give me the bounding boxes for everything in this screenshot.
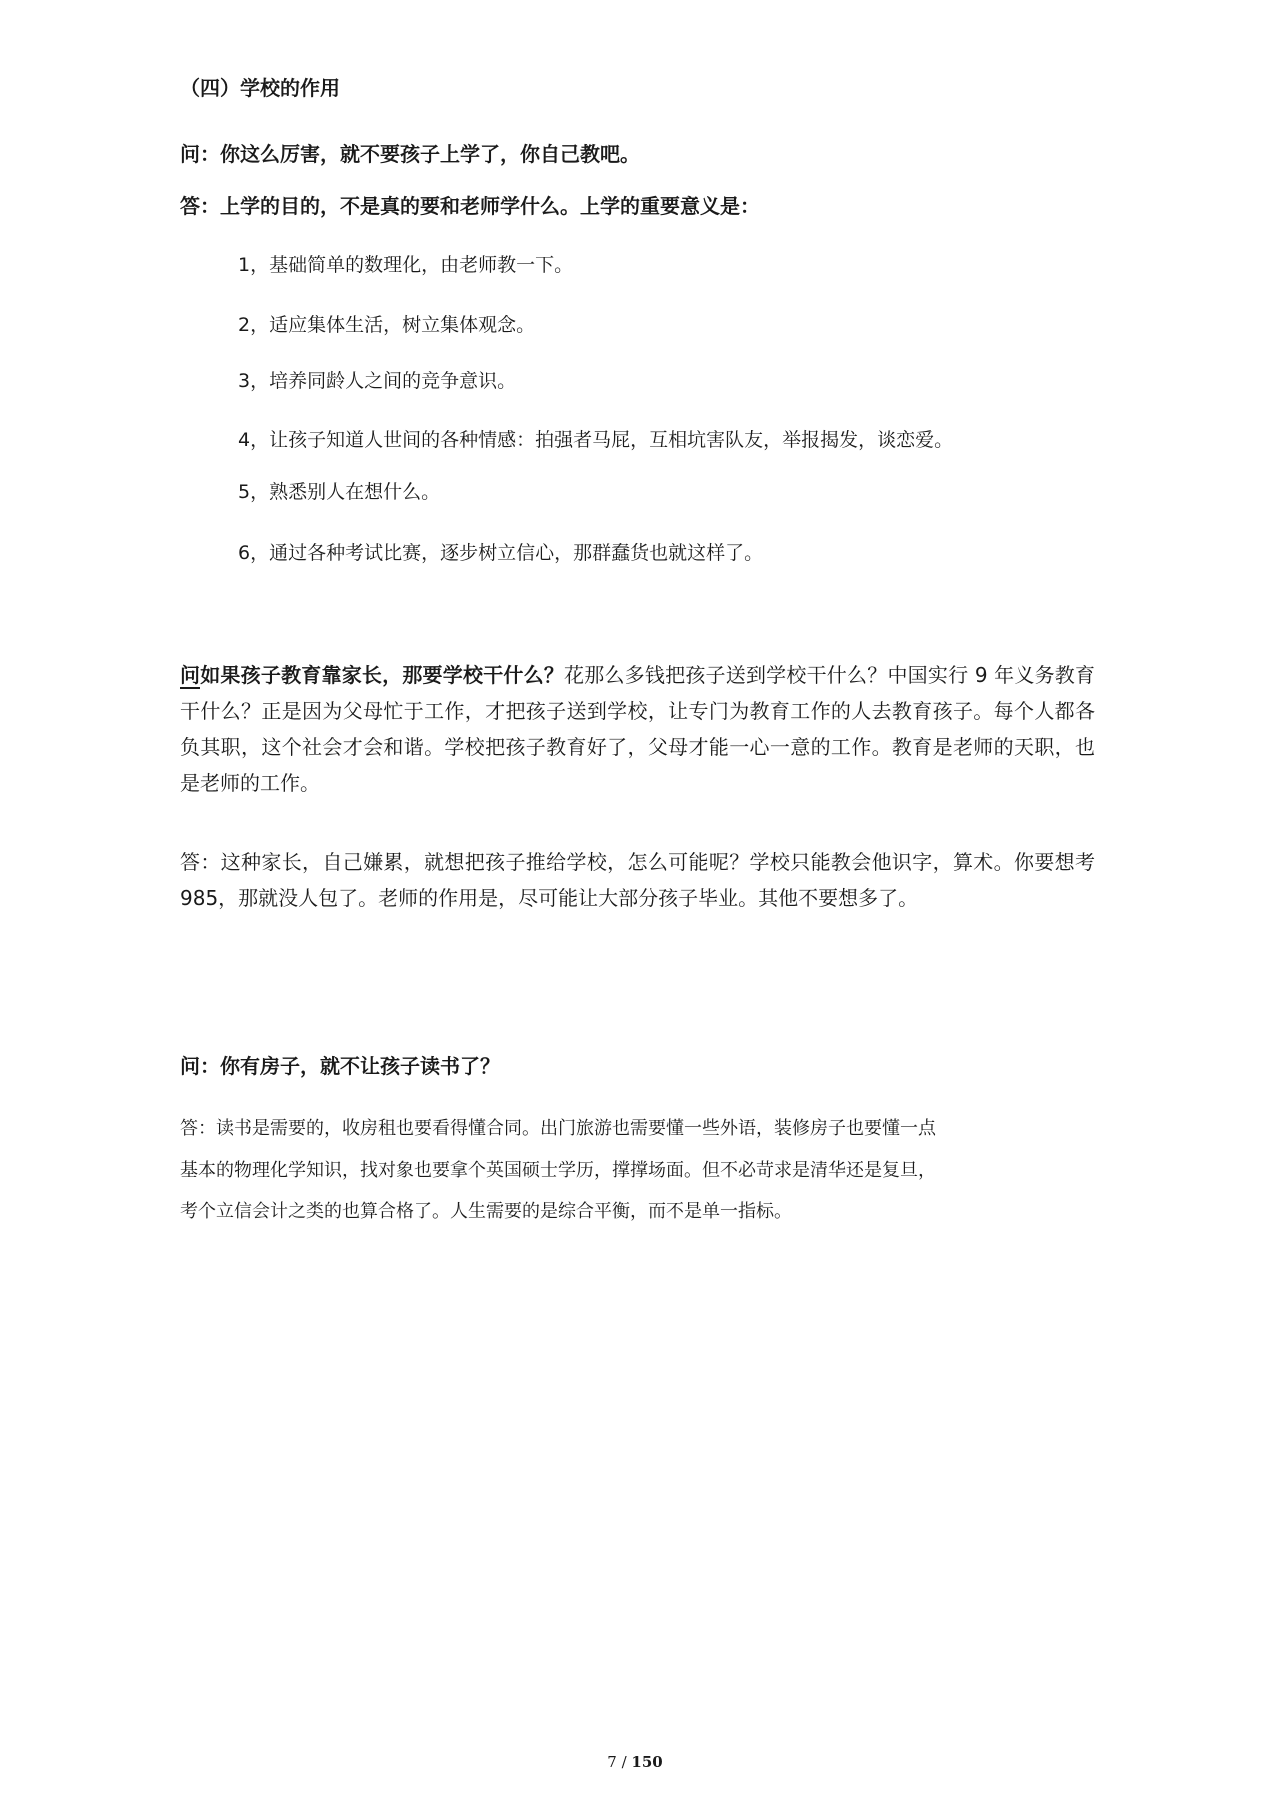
total-pages: 150	[631, 1753, 663, 1771]
answer-2: 答：这种家长，自己嫌累，就想把孩子推给学校，怎么可能呢？学校只能教会他识字，算术。你要想考 985，那就没人包了。老师的作用是，尽可能让大部分孩子毕业。其他不要想多了。	[180, 850, 1095, 910]
question-3: 问：你有房子，就不让孩子读书了？	[180, 1054, 500, 1078]
current-page: 7	[607, 1753, 617, 1771]
question-2-first-char: 问	[180, 663, 201, 687]
answer-1-item-1: 1，基础简单的数理化，由老师教一下。	[238, 254, 574, 276]
question-2	[180, 657, 1095, 801]
page-number	[0, 1753, 1270, 1771]
answer-1-item-4: 4，让孩子知道人世间的各种情感：拍强者马屁，互相坑害队友，举报揭发，谈恋爱。	[238, 429, 954, 451]
question-2-bold: 如果孩子教育靠家长，那要学校干什么？	[200, 663, 565, 687]
section-heading: （四）学校的作用	[180, 76, 340, 100]
question-1: 问：你这么厉害，就不要孩子上学了，你自己教吧。	[180, 142, 640, 166]
answer-1-item-5: 5，熟悉别人在想什么。	[238, 481, 441, 503]
answer-3-line-2: 基本的物理化学知识，找对象也要拿个英国硕士学历，撑撑场面。但不必苛求是清华还是复旦，	[180, 1160, 936, 1181]
answer-1-item-3: 3，培养同龄人之间的竞争意识。	[238, 370, 517, 392]
question-2-rest: 花那么多钱把孩子送到学校干什么？中国实行 9 年义务教育干什么？正是因为父母忙于工作，才把孩子送到学校，让专门为教育工作的人去教育孩子。每个人都各负其职，这个社会才会和谐。学校把孩子教育好了，父母才能一心一意的工作。教育是老师的天职，也是老师的工作。	[180, 663, 1096, 795]
answer-1-item-6: 6，通过各种考试比赛，逐步树立信心，那群蠢货也就这样了。	[238, 542, 764, 564]
answer-3-line-1: 答：读书是需要的，收房租也要看得懂合同。出门旅游也需要懂一些外语，装修房子也要懂一点	[180, 1118, 936, 1139]
answer-1-item-2: 2，适应集体生活，树立集体观念。	[238, 314, 536, 336]
page-separator: /	[616, 1753, 632, 1771]
answer-1-intro: 答：上学的目的，不是真的要和老师学什么。上学的重要意义是：	[180, 194, 760, 218]
answer-3-line-3: 考个立信会计之类的也算合格了。人生需要的是综合平衡，而不是单一指标。	[180, 1201, 792, 1222]
